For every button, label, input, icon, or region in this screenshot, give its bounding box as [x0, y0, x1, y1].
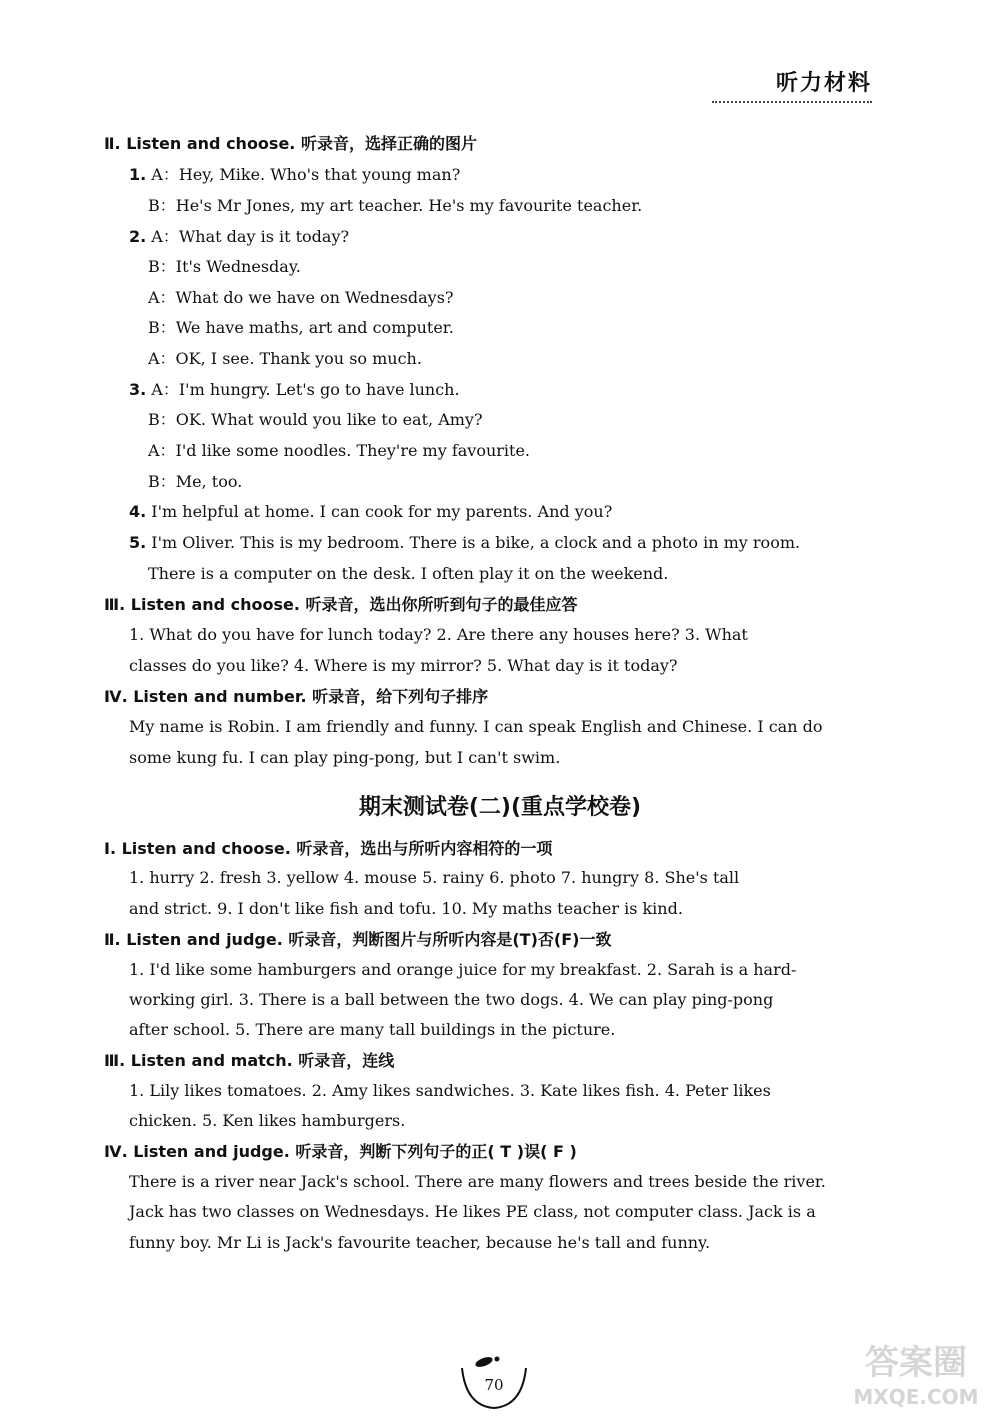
text-line: [129, 867, 739, 889]
line-text: working girl. 3. There is a ball between the two dogs. 4. We can play ping-pong: [129, 990, 774, 1009]
section-title: 期末测试卷(二)(重点学校卷): [358, 795, 642, 820]
text-line: [148, 287, 453, 309]
line-text: There is a river near Jack's school. There are many flowers and trees beside the river.: [129, 1172, 826, 1191]
section-heading: [104, 686, 488, 708]
text-line: [129, 1019, 615, 1041]
line-text: A：Hey, Mike. Who's that young man?: [146, 165, 461, 184]
item-number: 5.: [129, 533, 147, 552]
line-text: and strict. 9. I don't like fish and tofu. 10. My maths teacher is kind.: [129, 899, 683, 918]
text-line: [148, 471, 242, 493]
line-text: I'm Oliver. This is my bedroom. There is a bike, a clock and a photo in my room.: [146, 533, 801, 552]
line-text: chicken. 5. Ken likes hamburgers.: [129, 1111, 406, 1130]
line-text: A：I'd like some noodles. They're my favourite.: [148, 441, 531, 460]
line-text: My name is Robin. I am friendly and funny. I can speak English and Chinese. I can do: [129, 717, 823, 736]
section-heading: [104, 929, 611, 951]
section-heading: [104, 594, 578, 616]
line-text: some kung fu. I can play ping-pong, but I can't swim.: [129, 748, 561, 767]
watermark-logo: [846, 1332, 986, 1412]
line-text: after school. 5. There are many tall buildings in the picture.: [129, 1020, 616, 1039]
line-text: Ⅱ. Listen and judge. 听录音，判断图片与所听内容是(T)否(F)一致: [104, 930, 612, 949]
line-text: Ⅲ. Listen and match. 听录音，连线: [104, 1051, 395, 1070]
text-line: [148, 256, 301, 278]
watermark-bottom-text: MXQE.COM: [853, 1385, 979, 1409]
text-line: [129, 716, 822, 738]
text-line: [129, 1232, 710, 1254]
line-text: A：I'm hungry. Let's go to have lunch.: [146, 380, 460, 399]
line-text: B：We have maths, art and computer.: [148, 318, 454, 337]
line-text: funny boy. Mr Li is Jack's favourite teacher, because he's tall and funny.: [129, 1233, 711, 1252]
section-heading: [104, 133, 477, 155]
watermark-top-text: 答案圈: [865, 1343, 967, 1383]
item-number: 1.: [129, 165, 147, 184]
item-number: 3.: [129, 380, 147, 399]
section-heading: [104, 1141, 577, 1163]
text-line: [148, 409, 483, 431]
text-line: [129, 1171, 826, 1193]
line-text: A：What do we have on Wednesdays?: [148, 288, 454, 307]
page-number: 70: [484, 1376, 504, 1394]
line-text: I'm helpful at home. I can cook for my parents. And you?: [146, 502, 613, 521]
line-text: Ⅲ. Listen and choose. 听录音，选出你所听到句子的最佳应答: [104, 595, 578, 614]
line-text: B：It's Wednesday.: [148, 257, 301, 276]
line-text: classes do you like? 4. Where is my mirror? 5. What day is it today?: [129, 656, 678, 675]
text-line: [129, 1201, 816, 1223]
text-line: [129, 532, 800, 554]
text-line: [129, 1110, 405, 1132]
text-line: [129, 501, 612, 523]
line-text: Jack has two classes on Wednesdays. He likes PE class, not computer class. Jack is a: [129, 1202, 816, 1221]
text-line: [148, 563, 668, 585]
text-line: [129, 898, 683, 920]
line-text: Ⅱ. Listen and choose. 听录音，选择正确的图片: [104, 134, 477, 153]
item-number: 4.: [129, 502, 147, 521]
text-line: [129, 1080, 771, 1102]
section-heading: [104, 838, 552, 860]
line-text: B：OK. What would you like to eat, Amy?: [148, 410, 483, 429]
text-line: [129, 747, 560, 769]
text-line: [129, 989, 773, 1011]
text-line: [148, 195, 642, 217]
page-header-title: 听力材料: [775, 71, 872, 96]
line-text: Ⅳ. Listen and number. 听录音，给下列句子排序: [104, 687, 489, 706]
line-text: Ⅳ. Listen and judge. 听录音，判断下列句子的正( T )误( F ): [104, 1142, 577, 1161]
line-text: Ⅰ. Listen and choose. 听录音，选出与所听内容相符的一项: [104, 839, 553, 858]
line-text: 1. hurry 2. fresh 3. yellow 4. mouse 5. rainy 6. photo 7. hungry 8. She's tall: [129, 868, 740, 887]
section-heading: [104, 1050, 394, 1072]
text-line: [129, 655, 677, 677]
line-text: B：Me, too.: [148, 472, 243, 491]
text-line: [148, 317, 454, 339]
text-line: [129, 226, 349, 248]
line-text: There is a computer on the desk. I often play it on the weekend.: [148, 564, 669, 583]
line-text: B：He's Mr Jones, my art teacher. He's my favourite teacher.: [148, 196, 643, 215]
text-line: [148, 348, 422, 370]
text-line: [129, 624, 748, 646]
line-text: A：What day is it today?: [146, 227, 350, 246]
text-line: [148, 440, 530, 462]
line-text: 1. Lily likes tomatoes. 2. Amy likes sandwiches. 3. Kate likes fish. 4. Peter likes: [129, 1081, 771, 1100]
line-text: 1. What do you have for lunch today? 2. Are there any houses here? 3. What: [129, 625, 748, 644]
text-line: [129, 379, 460, 401]
text-line: [129, 164, 460, 186]
line-text: 1. I'd like some hamburgers and orange juice for my breakfast. 2. Sarah is a hard-: [129, 960, 797, 979]
item-number: 2.: [129, 227, 147, 246]
line-text: A：OK, I see. Thank you so much.: [148, 349, 422, 368]
text-line: [129, 959, 796, 981]
